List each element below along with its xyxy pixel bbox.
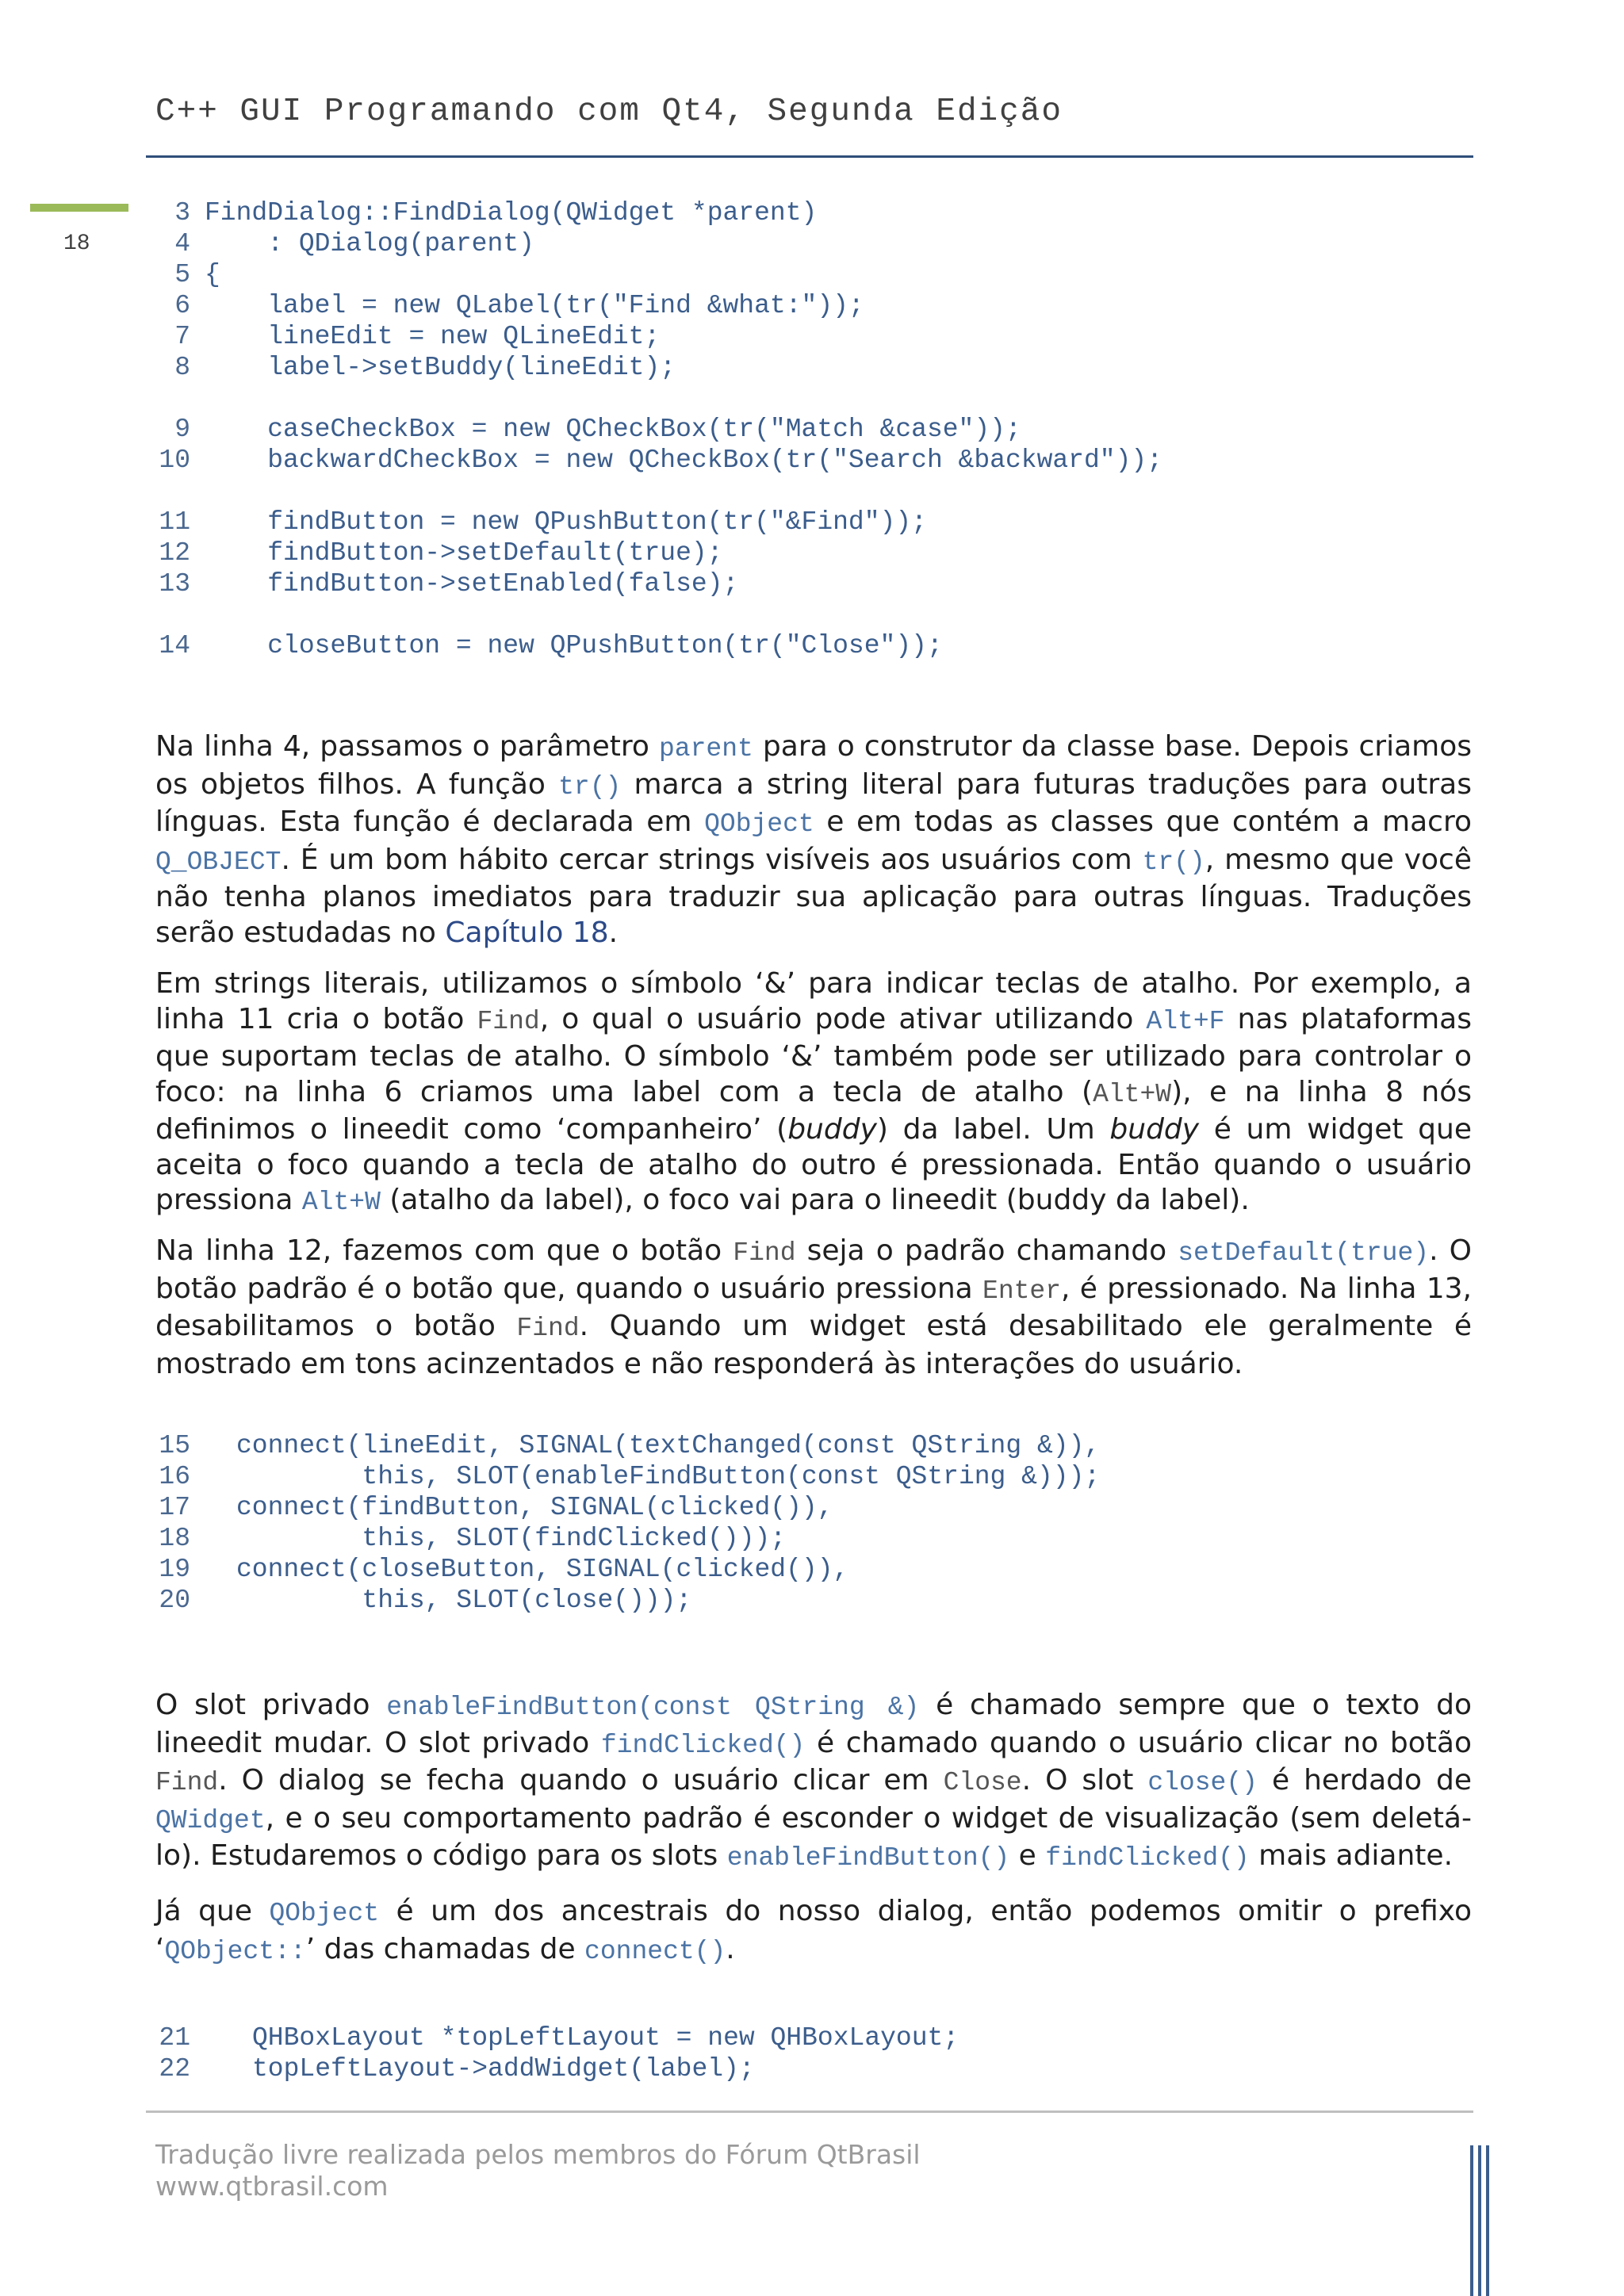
page-accent-bar — [30, 204, 128, 212]
chapter-link[interactable]: Capítulo 18 — [445, 916, 609, 949]
page-number: 18 — [63, 232, 90, 256]
running-header: C++ GUI Programando com Qt4, Segunda Edição — [155, 94, 1063, 130]
header-divider — [146, 155, 1473, 158]
footer-credit: Tradução livre realizada pelos membros do Fórum QtBrasil — [155, 2139, 921, 2170]
footer-bar-3 — [1486, 2145, 1489, 2296]
paragraph-qobject-prefix: Já que QObject é um dos ancestrais do nosso dialog, então podemos omitir o prefixo ‘QObject::’ das chamadas de connect(). — [155, 1895, 1472, 1966]
paragraph-slots: O slot privado enableFindButton(const QString &) é chamado sempre que o texto do lineedit mudar. O slot privado findClicked() é chamado quando o usuário clicar no botão Find. O dialog se fecha quando o usuário clicar em Close. O slot close() é herdado de QWidget, e o seu comportamento padrão é esconder o widget de visualização (sem deletá-lo). Estudaremos o código para os slots enableFindButton() e findClicked() mais adiante. — [155, 1689, 1473, 1873]
footer-url[interactable]: www.qtbrasil.com — [155, 2171, 389, 2202]
footer-bar-2 — [1478, 2145, 1481, 2296]
paragraph-constructor: Na linha 4, passamos o parâmetro parent para o construtor da classe base. Depois criamos os objetos filhos. A função tr() marca a string literal para futuras traduções para outras línguas. Esta função é declarada em QObject e em todas as classes que contém a macro Q_OBJECT. É um bom hábito cercar strings visíveis aos usuários com tr(), mesmo que você não tenha planos imediatos para traduzir sua aplicação para outras línguas. Traduções serão estudadas no Capítulo 18. — [155, 730, 1472, 949]
paragraph-shortcuts: Em strings literais, utilizamos o símbolo ‘&’ para indicar teclas de atalho. Por exemplo, a linha 11 cria o botão Find, o qual o usuário pode ativar utilizando Alt+F nas plataformas que suportam teclas de atalho. O símbolo ‘&’ também pode ser utilizado para controlar o foco: na linha 6 criamos uma label com a tecla de atalho (Alt+W), e na linha 8 nós definimos o lineedit como ‘companheiro’ (buddy) da label. Um buddy é um widget que aceita o foco quando a tecla de atalho do outro é pressionada. Então quando o usuário pressiona Alt+W (atalho da label), o foco vai para o lineedit (buddy da label). — [155, 967, 1473, 1217]
paragraph-default-button: Na linha 12, fazemos com que o botão Find seja o padrão chamando setDefault(true). O botão padrão é o botão que, quando o usuário pressiona Enter, é pressionado. Na linha 13, desabilitamos o botão Find. Quando um widget está desabilitado ele geralmente é mostrado em tons acinzentados e não responderá às interações do usuário. — [155, 1234, 1472, 1380]
footer-divider — [146, 2110, 1473, 2113]
footer-bar-1 — [1470, 2145, 1473, 2296]
